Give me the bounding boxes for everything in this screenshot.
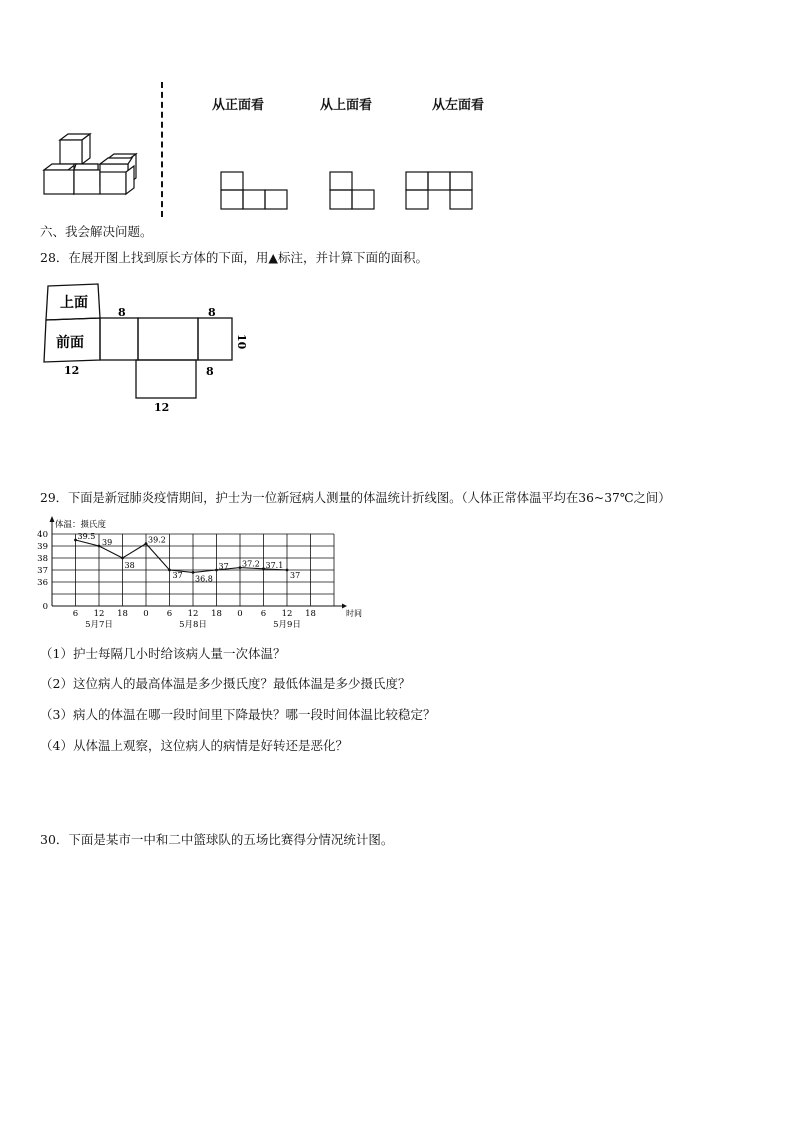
data-label: 38 — [124, 561, 135, 570]
y-tick-label: 37 — [37, 566, 48, 576]
y-axis-label: 体温：摄氏度 — [55, 520, 107, 530]
data-point — [286, 569, 289, 572]
divider-dashed — [161, 82, 163, 217]
question-29: 29．下面是新冠肺炎疫情期间，护士为一位新冠病人测量的体温统计折线图。（人体正常体温平均在36~37℃之间） — [40, 491, 671, 505]
dim-8c: 8 — [206, 365, 214, 378]
x-tick-label: 18 — [305, 609, 316, 619]
x-tick-label: 12 — [93, 609, 105, 619]
dim-8b: 8 — [208, 306, 216, 319]
net-front-label: 前面 — [56, 335, 84, 351]
y-axis-arrow — [50, 516, 55, 522]
y-tick-label: 40 — [37, 530, 48, 540]
data-point — [215, 569, 218, 572]
data-point — [192, 571, 195, 574]
data-point — [98, 545, 101, 548]
box-net-diagram — [38, 280, 258, 420]
dim-10: 10 — [235, 334, 248, 350]
x-tick-label: 6 — [166, 609, 173, 619]
x-tick-label: 0 — [237, 609, 243, 619]
question-29-3: （3）病人的体温在哪一段时间里下降最快？哪一段时间体温比较稳定？ — [40, 707, 436, 722]
dim-12b: 12 — [154, 401, 170, 414]
data-label: 37 — [290, 571, 301, 580]
net-top-label: 上面 — [60, 295, 88, 311]
x-tick-label: 18 — [117, 609, 128, 619]
y-tick-label: 38 — [37, 554, 48, 564]
x-tick-label: 6 — [72, 609, 79, 619]
x-tick-label: 12 — [187, 609, 199, 619]
y-tick-label: 0 — [42, 602, 48, 612]
y-tick-label: 39 — [37, 542, 48, 552]
data-label: 39 — [102, 538, 113, 547]
data-point — [262, 567, 265, 570]
x-tick-label: 12 — [281, 609, 293, 619]
dim-12a: 12 — [64, 364, 80, 377]
cube-stack-drawing — [40, 132, 150, 202]
data-label: 37.2 — [242, 559, 260, 569]
question-28: 28．在展开图上找到原长方体的下面，用▲标注，并计算下面的面积。 — [40, 250, 429, 265]
data-point — [121, 557, 124, 560]
data-point — [239, 566, 242, 569]
x-tick-label: 6 — [260, 609, 267, 619]
data-label: 39.2 — [148, 535, 166, 545]
data-label: 37.1 — [265, 560, 284, 570]
data-label: 39.5 — [77, 532, 96, 541]
cube-figure — [40, 132, 150, 202]
x-tick-label: 0 — [143, 609, 149, 619]
data-point — [145, 542, 148, 545]
date-label: 5月9日 — [273, 620, 301, 630]
date-label: 5月7日 — [85, 620, 113, 630]
x-axis-arrow — [342, 604, 347, 609]
data-point — [168, 569, 171, 572]
temperature-line-chart — [36, 514, 362, 634]
front-view-grid — [215, 170, 295, 212]
data-label: 37 — [172, 571, 183, 580]
top-view-label: 从上面看 — [320, 98, 373, 113]
y-tick-label: 36 — [37, 578, 48, 588]
question-29-4: （4）从体温上观察，这位病人的病情是好转还是恶化？ — [40, 738, 348, 753]
left-view-label: 从左面看 — [432, 98, 485, 113]
section-title: 六、我会解决问题。 — [40, 224, 153, 239]
x-tick-label: 18 — [211, 609, 222, 619]
x-axis-label: 时间 — [346, 609, 362, 618]
question-29-1: （1）护士每隔几小时给该病人量一次体温？ — [40, 646, 286, 661]
date-label: 5月8日 — [179, 620, 207, 630]
question-30: 30．下面是某市一中和二中篮球队的五场比赛得分情况统计图。 — [40, 832, 394, 847]
dim-8a: 8 — [118, 306, 126, 319]
top-view-grid — [325, 170, 385, 212]
left-view-grid — [402, 170, 482, 212]
data-point — [74, 539, 77, 542]
data-label: 37 — [218, 562, 229, 571]
question-29-2: （2）这位病人的最高体温是多少摄氏度？最低体温是多少摄氏度？ — [40, 676, 411, 691]
front-view-label: 从正面看 — [212, 98, 265, 113]
data-label: 36.8 — [195, 574, 213, 584]
